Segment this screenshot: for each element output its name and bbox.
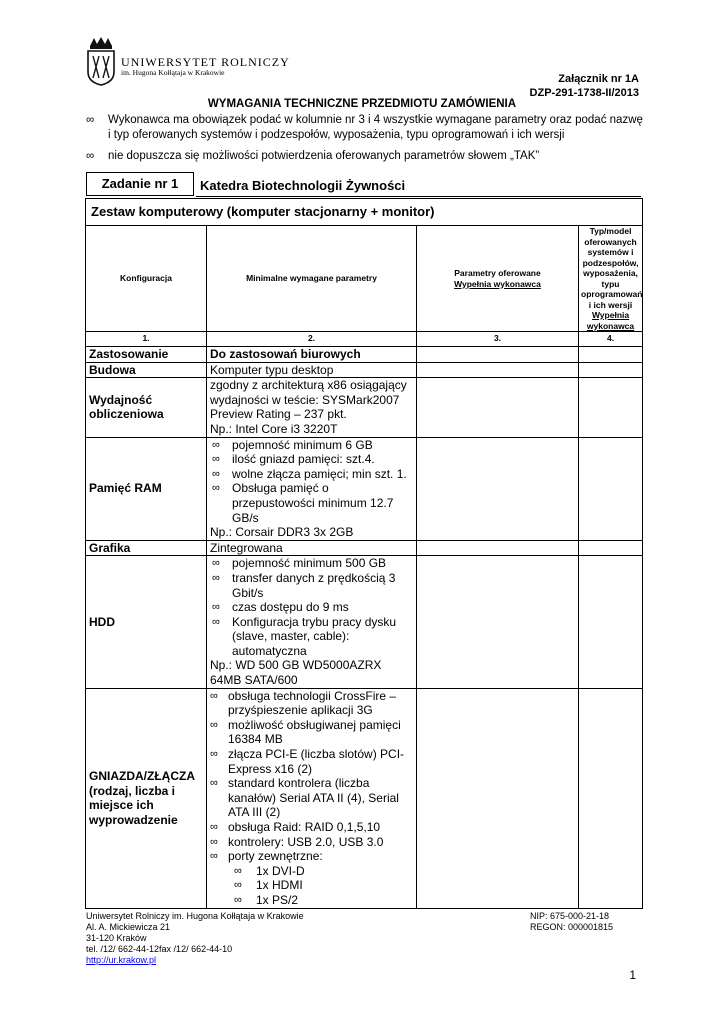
header-model-title: Typ/model oferowanych systemów i podzespołów, wyposażenia, typu oprogramowań i ich wersji bbox=[581, 226, 643, 310]
header-min-params: Minimalne wymagane parametry bbox=[207, 226, 417, 332]
footer-line: Uniwersytet Rolniczy im. Hugona Kołłątaja w Krakowie bbox=[86, 911, 304, 921]
footer-line: Al. A. Mickiewicza 21 bbox=[86, 922, 171, 932]
offered-cell[interactable] bbox=[417, 437, 579, 540]
infinity-bullet-icon: ∞ bbox=[210, 821, 218, 833]
row-label: Zastosowanie bbox=[86, 347, 207, 363]
infinity-bullet-icon: ∞ bbox=[234, 864, 242, 877]
row-label: Budowa bbox=[86, 362, 207, 378]
table-row bbox=[86, 362, 643, 378]
example-text: Np.: WD 500 GB WD5000AZRX 64MB SATA/600 bbox=[210, 658, 382, 688]
table-row bbox=[86, 688, 643, 908]
infinity-bullet-icon: ∞ bbox=[210, 718, 218, 731]
footer-address bbox=[86, 911, 304, 966]
requirements-table bbox=[85, 198, 643, 909]
infinity-bullet-icon: ∞ bbox=[234, 879, 242, 892]
department-name: Katedra Biotechnologii Żywności bbox=[200, 178, 406, 193]
infinity-bullet-icon: ∞ bbox=[212, 557, 220, 570]
header-offered-title: Parametry oferowane bbox=[454, 268, 541, 278]
row-label: Grafika bbox=[86, 540, 207, 556]
list-item: ∞ porty zewnętrzne: bbox=[210, 849, 323, 864]
row-requirement bbox=[207, 437, 417, 540]
infinity-bullet-icon: ∞ bbox=[212, 571, 220, 584]
offered-cell[interactable] bbox=[417, 688, 579, 908]
set-title: Zestaw komputerowy (komputer stacjonarny + monitor) bbox=[86, 199, 643, 226]
offered-cell[interactable] bbox=[417, 556, 579, 688]
document-title: WYMAGANIA TECHNICZNE PRZEDMIOTU ZAMÓWIENIA bbox=[207, 98, 517, 110]
list-item: ∞ transfer danych z prędkością 3 Gbit/s bbox=[212, 570, 396, 600]
model-cell[interactable] bbox=[579, 437, 643, 540]
list-item: ∞ pojemność minimum 6 GB bbox=[212, 437, 373, 452]
row-requirement: Komputer typu desktop bbox=[207, 362, 417, 378]
row-requirement bbox=[207, 378, 417, 437]
infinity-bullet-icon: ∞ bbox=[212, 467, 220, 480]
header-offered bbox=[417, 226, 579, 332]
list-item: ∞ standard kontrolera (liczba kanałów) Serial ATA II (4), Serial ATA III (2) bbox=[210, 776, 399, 820]
instruction-text: nie dopuszcza się możliwości potwierdzenia oferowanych parametrów słowem „TAK” bbox=[108, 150, 540, 162]
task-label: Zadanie nr 1 bbox=[86, 172, 194, 196]
infinity-bullet-icon: ∞ bbox=[210, 748, 218, 761]
example-text: Np.: Intel Core i3 3220T bbox=[210, 421, 338, 436]
row-requirement bbox=[207, 688, 417, 908]
annex-label: Załącznik nr 1A bbox=[558, 73, 639, 85]
instruction-bullet bbox=[86, 113, 646, 143]
offered-cell[interactable] bbox=[417, 347, 579, 363]
infinity-bullet-icon: ∞ bbox=[234, 893, 242, 906]
model-cell[interactable] bbox=[579, 347, 643, 363]
row-label: GNIAZDA/ZŁĄCZA (rodzaj, liczba i miejsce ich wyprowadzenie bbox=[86, 688, 207, 908]
row-requirement bbox=[207, 556, 417, 688]
infinity-bullet-icon: ∞ bbox=[212, 601, 220, 614]
footer-ids bbox=[530, 911, 613, 933]
offered-cell[interactable] bbox=[417, 362, 579, 378]
list-item: ∞ wolne złącza pamięci; min szt. 1. bbox=[212, 466, 407, 481]
header-model bbox=[579, 226, 643, 332]
row-requirement: Do zastosowań biurowych bbox=[207, 347, 417, 363]
infinity-bullet-icon: ∞ bbox=[212, 453, 220, 466]
list-item: ∞ złącza PCI-E (liczba slotów) PCI-Express x16 (2) bbox=[210, 747, 405, 776]
infinity-bullet-icon: ∞ bbox=[212, 615, 220, 628]
infinity-bullet-icon: ∞ bbox=[210, 850, 218, 863]
list-item: ∞ obsługa technologii CrossFire – przyśpieszenie aplikacji 3G bbox=[210, 688, 397, 718]
university-subtitle: im. Hugona Kołłątaja w Krakowie bbox=[121, 68, 225, 77]
model-cell[interactable] bbox=[579, 362, 643, 378]
column-number: 4. bbox=[579, 332, 643, 347]
table-row bbox=[86, 347, 643, 363]
column-number: 2. bbox=[207, 332, 417, 347]
infinity-bullet-icon: ∞ bbox=[210, 777, 218, 790]
infinity-bullet-icon: ∞ bbox=[86, 150, 95, 162]
header-model-note: Wypełnia wykonawca bbox=[586, 310, 635, 331]
table-row bbox=[86, 378, 643, 437]
offered-cell[interactable] bbox=[417, 540, 579, 556]
table-row bbox=[86, 540, 643, 556]
requirement-text: zgodny z architekturą x86 osiągający wydajności w teście: SYSMark2007 Preview Rating – 237 pkt. bbox=[210, 378, 407, 422]
instruction-bullet bbox=[86, 149, 646, 164]
nip-number: NIP: 675-000-21-18 bbox=[530, 911, 610, 921]
row-label: HDD bbox=[86, 556, 207, 688]
model-cell[interactable] bbox=[579, 556, 643, 688]
list-item: ∞ pojemność minimum 500 GB bbox=[212, 556, 387, 571]
infinity-bullet-icon: ∞ bbox=[210, 689, 218, 702]
website-link[interactable]: http://ur.krakow.pl bbox=[86, 955, 157, 965]
reference-number: DZP-291-1738-II/2013 bbox=[529, 87, 639, 99]
university-name: UNIWERSYTET ROLNICZY bbox=[121, 55, 290, 69]
regon-number: REGON: 000001815 bbox=[530, 922, 614, 932]
sub-list-item: ∞ 1x PS/2 bbox=[234, 892, 299, 907]
list-item: ∞ kontrolery: USB 2.0, USB 3.0 bbox=[210, 834, 384, 849]
infinity-bullet-icon: ∞ bbox=[210, 835, 218, 848]
column-number: 3. bbox=[417, 332, 579, 347]
list-item: ∞ Obsługa pamięć o przepustowości minimum 12.7 GB/s bbox=[212, 481, 394, 525]
footer-line: tel. /12/ 662-44-12fax /12/ 662-44-10 bbox=[86, 944, 233, 954]
instruction-text: Wykonawca ma obowiązek podać w kolumnie nr 3 i 4 wszystkie wymagane parametry oraz podać nazwę i typ oferowanych systemów i podzespołów, wyposażenia, typu oprogramowań i ich wersji bbox=[108, 114, 643, 141]
header-offered-note: Wypełnia wykonawca bbox=[454, 278, 541, 289]
list-item: ∞ czas dostępu do 9 ms bbox=[212, 600, 349, 615]
sub-list-item: ∞ 1x DVI-D bbox=[234, 863, 305, 878]
list-item: ∞ Konfiguracja trybu pracy dysku (slave, master, cable): automatyczna bbox=[212, 614, 397, 658]
table-row bbox=[86, 556, 643, 688]
list-item: ∞ ilość gniazd pamięci: szt.4. bbox=[212, 452, 375, 467]
list-item: ∞ możliwość obsługiwanej pamięci 16384 MB bbox=[210, 717, 401, 747]
sub-list-item: ∞ 1x HDMI bbox=[234, 878, 303, 893]
model-cell[interactable] bbox=[579, 688, 643, 908]
row-label: Pamięć RAM bbox=[86, 437, 207, 540]
offered-cell[interactable] bbox=[417, 378, 579, 437]
list-item: ∞ obsługa Raid: RAID 0,1,5,10 bbox=[210, 820, 381, 834]
page-number: 1 bbox=[629, 968, 636, 982]
infinity-bullet-icon: ∞ bbox=[86, 114, 95, 126]
example-text: Np.: Corsair DDR3 3x 2GB bbox=[210, 525, 354, 540]
column-number: 1. bbox=[86, 332, 207, 347]
row-requirement: Zintegrowana bbox=[207, 540, 417, 556]
footer-line: 31-120 Kraków bbox=[86, 933, 147, 943]
header-config: Konfiguracja bbox=[86, 226, 207, 332]
table-row bbox=[86, 437, 643, 540]
divider bbox=[196, 196, 641, 197]
model-cell[interactable] bbox=[579, 540, 643, 556]
row-label: Wydajność obliczeniowa bbox=[86, 378, 207, 437]
infinity-bullet-icon: ∞ bbox=[212, 482, 220, 495]
infinity-bullet-icon: ∞ bbox=[212, 438, 220, 451]
model-cell[interactable] bbox=[579, 378, 643, 437]
university-logo bbox=[86, 36, 116, 86]
